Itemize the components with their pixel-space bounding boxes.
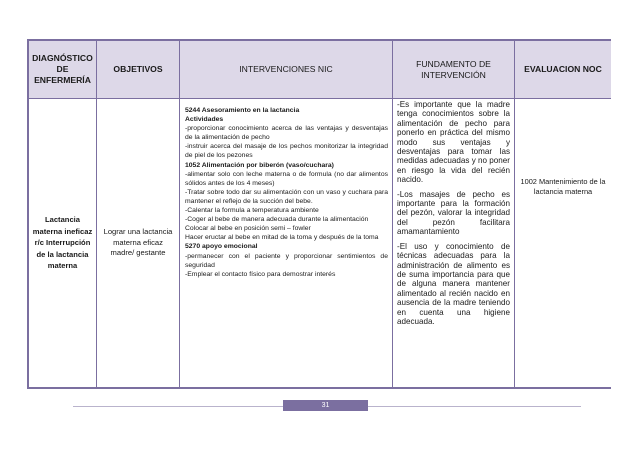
intervention-item: -permanecer con el paciente y proporcionar sentimientos de seguridad: [185, 252, 388, 269]
intervention-item: -Tratar sobre todo dar su alimentación con un vaso y cuchara para mantener el reflejo de la succión del bebe.: [185, 188, 388, 205]
cell-objetivos: Lograr una lactancia materna eficaz madre/ gestante: [97, 99, 179, 387]
header-evaluacion: EVALUACION NOC: [515, 41, 611, 98]
page-number: 31: [283, 400, 368, 411]
cell-fundamento: [393, 99, 514, 387]
cell-diagnostico: Lactancia materna ineficaz r/c Interrupción de la lactancia materna: [29, 99, 96, 387]
header-fundamento: FUNDAMENTO DE INTERVENCIÓN: [393, 41, 514, 98]
intervention-item: -instruir acerca del masaje de los pechos monitorizar la integridad de piel de los pezones: [185, 143, 388, 160]
intervention-item: Hacer eructar al bebe en mitad de la toma y después de la toma: [185, 234, 379, 242]
intervention-item: -Calentar la formula a temperatura ambiente: [185, 207, 319, 215]
header-intervenciones: INTERVENCIONES NIC: [180, 41, 392, 98]
intervention-heading: 5244 Asesoramiento en la lactancia: [185, 107, 300, 114]
intervention-heading: 5270 apoyo emocional: [185, 243, 258, 251]
intervention-item: -Coger al bebe de manera adecuada durante la alimentación: [185, 216, 369, 224]
header-objetivos: OBJETIVOS: [97, 41, 179, 98]
intervention-heading: Actividades: [185, 116, 224, 124]
care-plan-table: [27, 39, 611, 389]
rationale-paragraph: -El uso y conocimiento de técnicas adecuadas para la administración de alimento es de suma importancia para que de alguna manera mantener alimentado al recién nacido en ausencia de la madre teniendo en cuenta una higiene adecuada.: [397, 241, 510, 326]
rationale-paragraph: -Los masajes de pecho es importante para la formación del pezón, valorar la integridad del pezón facilitara amamantamiento: [397, 189, 510, 237]
intervention-item: -Emplear el contacto físico para demostrar interés: [185, 270, 336, 278]
cell-intervenciones: [180, 99, 392, 387]
cell-evaluacion: 1002 Mantenimiento de la lactancia materna: [515, 99, 611, 387]
header-diagnostico: DIAGNÓSTICO DE ENFERMERÍA: [29, 41, 96, 98]
rationale-paragraph: -Es importante que la madre tenga conocimientos sobre la alimentación de pecho para ponerlo en práctica del mismo modo sus ventajas y desventajas para tomar las medidas adecuadas y no poner en riesgo la vida del recién nacido.: [397, 100, 510, 185]
intervention-heading: 1052 Alimentación por biberón (vaso/cuchara): [185, 161, 334, 169]
intervention-item: -proporcionar conocimiento acerca de las ventajas y desventajas de la alimentación de pecho: [185, 125, 388, 142]
intervention-item: -alimentar solo con leche materna o de formula (no dar alimentos sólidos antes de los 4 meses): [185, 170, 388, 187]
intervention-item: Colocar al bebe en posición semi – fowler: [185, 225, 311, 233]
